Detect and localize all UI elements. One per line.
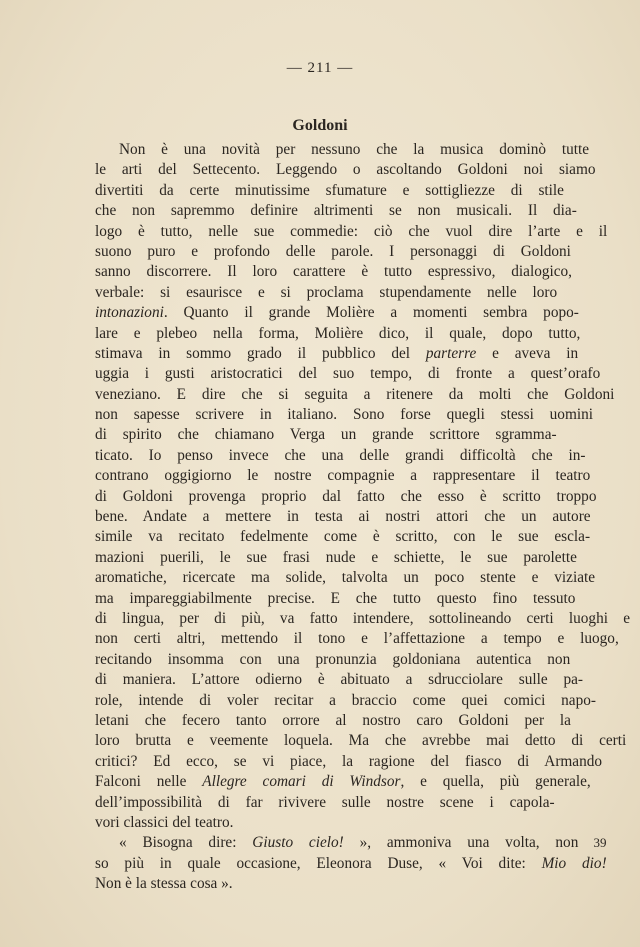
text-segment: « Bisogna dire: xyxy=(119,834,253,852)
text-segment: suono puro e profondo delle parole. I personaggi di Goldoni xyxy=(95,242,571,260)
text-line xyxy=(95,813,630,833)
text-line xyxy=(95,446,630,466)
text-segment: e aveva in xyxy=(476,344,579,362)
text-segment: lare e plebeo nella forma, Molière dico, il quale, dopo tutto, xyxy=(95,324,581,342)
signature-mark: 39 xyxy=(593,835,607,850)
text-segment: divertiti da certe minutissime sfumature e sottigliezze di stile xyxy=(95,181,564,199)
text-line xyxy=(95,160,630,180)
text-segment: le arti del Settecento. Leggendo o ascoltando Goldoni noi siamo xyxy=(95,161,596,179)
text-line xyxy=(95,589,630,609)
text-segment: ticato. Io penso invece che una delle grandi difficoltà che in- xyxy=(95,446,586,464)
text-segment: contrano oggigiorno le nostre compagnie a rappresentare il teatro xyxy=(95,467,591,485)
text-line xyxy=(95,854,630,874)
text-line xyxy=(95,731,630,751)
text-segment: critici? Ed ecco, se vi piace, la ragione del fiasco di Armando xyxy=(95,752,603,770)
text-line xyxy=(95,344,630,364)
text-segment: stimava in sommo grado il pubblico del xyxy=(95,344,426,362)
text-line xyxy=(95,242,630,262)
page-number: — 211 — xyxy=(286,60,354,76)
text-segment: simile va recitato fedelmente come è scritto, con le sue escla- xyxy=(95,528,591,546)
text-line xyxy=(95,364,630,384)
text-segment: letani che fecero tanto orrore al nostro caro Goldoni per la xyxy=(95,711,571,729)
text-line xyxy=(95,222,630,242)
text-segment: mazioni puerili, le sue frasi nude e schiette, le sue parolette xyxy=(95,548,577,566)
text-line xyxy=(95,181,630,201)
text-line xyxy=(95,670,630,690)
text-line xyxy=(95,874,630,894)
text-line xyxy=(95,527,630,547)
text-line xyxy=(95,507,630,527)
text-segment: ma impareggiabilmente precise. E che tutto questo fino tessuto xyxy=(95,589,576,607)
italic-text: Giusto cielo! xyxy=(252,834,344,852)
text-line xyxy=(95,303,630,323)
text-line xyxy=(95,262,630,282)
text-line xyxy=(95,691,630,711)
text-segment: di maniera. L’attore odierno è abituato a sdrucciolare sulle pa- xyxy=(95,671,584,689)
text-segment: di lingua, per di più, va fatto intendere, sottolineando certi luoghi e xyxy=(95,609,630,627)
chapter-title: Goldoni xyxy=(292,117,348,134)
text-line xyxy=(95,793,630,813)
text-line xyxy=(95,405,630,425)
text-segment: Non è la stessa cosa ». xyxy=(95,875,233,893)
text-line xyxy=(95,201,630,221)
text-segment: verbale: si esaurisce e si proclama stupendamente nelle loro xyxy=(95,283,558,301)
text-segment: dell’impossibilità di far rivivere sulle nostre scene i capola- xyxy=(95,793,555,811)
text-line xyxy=(95,425,630,445)
text-line xyxy=(95,385,630,405)
italic-text: intonazioni xyxy=(95,304,164,322)
text-line xyxy=(95,487,630,507)
text-line xyxy=(95,568,630,588)
text-segment: so più in quale occasione, Eleonora Duse, « Voi dite: xyxy=(95,854,542,872)
text-segment: non certi altri, mettendo il tono e l’affettazione a tempo e luogo, xyxy=(95,630,619,648)
text-segment: recitando insomma con una pronunzia goldoniana autentica non xyxy=(95,650,571,668)
text-segment: di spirito che chiamano Verga un grande scrittore sgramma- xyxy=(95,426,557,444)
text-segment: Falconi nelle xyxy=(95,773,203,791)
text-segment: logo è tutto, nelle sue commedie: ciò che vuol dire l’arte e il xyxy=(95,222,608,240)
text-segment: sanno discorrere. Il loro carattere è tutto espressivo, dialogico, xyxy=(95,263,573,281)
text-segment: che non sapremmo definire altrimenti se non musicali. Il dia- xyxy=(95,202,577,220)
text-segment: uggia i gusti aristocratici del suo tempo, di fronte a quest’orafo xyxy=(95,365,601,383)
text-line xyxy=(95,711,630,731)
text-segment: di Goldoni provenga proprio dal fatto che esso è scritto troppo xyxy=(95,487,597,505)
text-segment: veneziano. E dire che si seguita a ritenere da molti che Goldoni xyxy=(95,385,615,403)
text-line xyxy=(95,283,630,303)
italic-text: Mio dio! xyxy=(541,854,607,872)
text-segment: non sapesse scrivere in italiano. Sono forse quegli stessi uomini xyxy=(95,406,594,424)
text-segment: role, intende di voler recitar a braccio come quei comici napo- xyxy=(95,691,596,709)
text-segment: aromatiche, ricercate ma solide, talvolta un poco stente e viziate xyxy=(95,569,596,587)
text-line xyxy=(95,466,630,486)
text-line xyxy=(95,609,630,629)
text-line xyxy=(95,752,630,772)
text-line xyxy=(95,650,630,670)
italic-text: Allegre comari di Windsor xyxy=(202,773,401,791)
italic-text: parterre xyxy=(425,344,477,362)
text-line xyxy=(95,629,630,649)
text-line xyxy=(95,833,630,853)
text-line xyxy=(95,324,630,344)
text-segment: bene. Andate a mettere in testa ai nostri attori che un autore xyxy=(95,508,591,526)
text-line xyxy=(95,140,630,160)
text-segment: », ammoniva una volta, non xyxy=(343,834,579,852)
body-text xyxy=(95,140,630,894)
text-segment: . Quanto il grande Molière a momenti sembra popo- xyxy=(163,304,579,322)
text-line xyxy=(95,772,630,792)
text-segment: Non è una novità per nessuno che la musica dominò tutte xyxy=(119,141,590,158)
text-line xyxy=(95,548,630,568)
text-segment: , e quella, più generale, xyxy=(400,773,591,791)
text-segment: vori classici del teatro. xyxy=(95,813,234,831)
text-segment: loro brutta e veemente loquela. Ma che avrebbe mai detto di certi xyxy=(95,732,627,750)
